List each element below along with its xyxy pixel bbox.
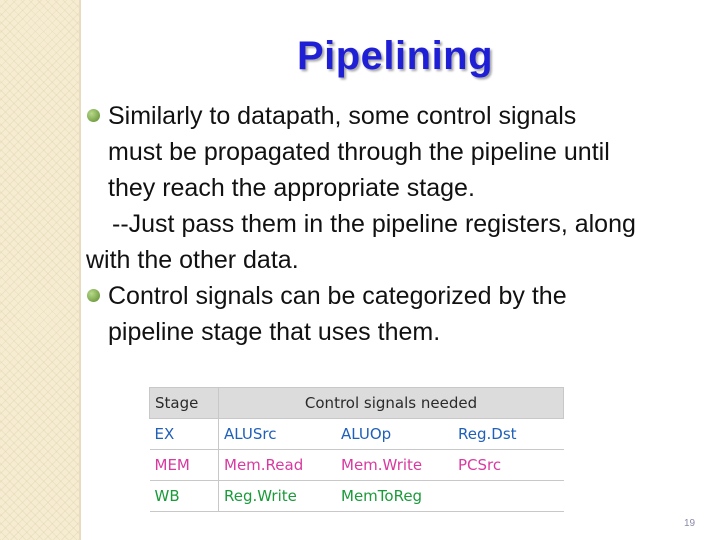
bullet-item-1 bbox=[86, 98, 716, 206]
bullet-1-line-2: must be propagated through the pipeline until bbox=[108, 138, 610, 166]
side-strip-edge bbox=[79, 0, 81, 540]
note-line-1: --Just pass them in the pipeline registers, along bbox=[112, 210, 636, 238]
bullet-1-line-1: Similarly to datapath, some control signals bbox=[108, 102, 577, 130]
signal-cell: ALUOp bbox=[336, 419, 453, 450]
signal-cell: Reg.Write bbox=[219, 481, 337, 512]
table-row-wb bbox=[150, 481, 564, 512]
signal-cell: MemToReg bbox=[336, 481, 453, 512]
signal-cell bbox=[453, 481, 564, 512]
signal-cell: Mem.Write bbox=[336, 450, 453, 481]
decorative-side-strip bbox=[0, 0, 79, 540]
control-signals-table bbox=[149, 387, 564, 512]
bullet-1-line-3: they reach the appropriate stage. bbox=[108, 174, 475, 202]
table-row-ex bbox=[150, 419, 564, 450]
stage-cell: WB bbox=[150, 481, 219, 512]
stage-cell: MEM bbox=[150, 450, 219, 481]
bullet-dot-icon bbox=[87, 289, 100, 302]
page-number: 19 bbox=[684, 518, 696, 529]
bullet-2-line-2: pipeline stage that uses them. bbox=[108, 318, 441, 346]
header-control-signals: Control signals needed bbox=[219, 388, 564, 419]
bullet-item-2 bbox=[86, 278, 716, 350]
stage-cell: EX bbox=[150, 419, 219, 450]
header-stage: Stage bbox=[150, 388, 219, 419]
signal-cell: PCSrc bbox=[453, 450, 564, 481]
table-header-row bbox=[150, 388, 564, 419]
note-line-2: with the other data. bbox=[86, 246, 299, 274]
bullet-dot-icon bbox=[87, 109, 100, 122]
bullet-2-line-1: Control signals can be categorized by the bbox=[108, 282, 567, 310]
signal-cell: Reg.Dst bbox=[453, 419, 564, 450]
table-row-mem bbox=[150, 450, 564, 481]
signal-cell: ALUSrc bbox=[219, 419, 337, 450]
signal-cell: Mem.Read bbox=[219, 450, 337, 481]
slide-title: Pipelining bbox=[296, 34, 494, 78]
slide-body bbox=[86, 98, 716, 350]
